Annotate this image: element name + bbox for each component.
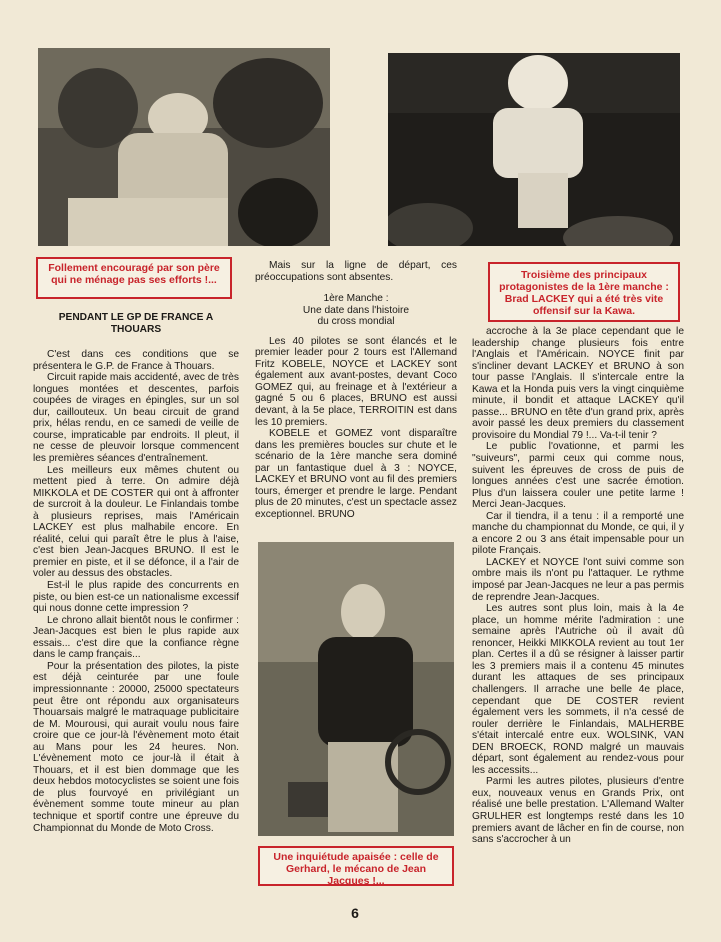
- photo-lackey-kawa: [388, 53, 680, 246]
- paragraph: Pour la présentation des pilotes, la piste est déjà ceinturée par une foule impressionnante : 20000, 25000 spectateurs peut être ont répondu aux organisateurs Thouarsais malgré le matraquage publicitaire de M. Mourousi, qui aurait voulu nous faire croire que ce jour-là l'évènement moto était au Mans pour les 24 heures. Non. L'évènement moto ce jour-là il était à Thouars, et il est bien dommage que les deux hebdos motocyclistes se soient une fois de plus fourvoyé en privilégiant un évènement somme toute mineur au plan technique et sportif contre une épreuve du Championnat du Monde de Moto Cross.: [33, 660, 239, 834]
- paragraph: Parmi les autres pilotes, plusieurs d'entre eux, nouveaux venus en Grands Prix, ont réalisé une belle prestation. L'Allemand Walter GRULHER est longtemps resté dans les 10 premiers avant de lâcher en fin de course, non sans s'accrocher à un: [472, 776, 684, 846]
- paragraph: Est-il le plus rapide des concurrents en piste, ou bien est-ce un nationalisme excessif qui nous donne cette impression ?: [33, 580, 239, 615]
- paragraph: Circuit rapide mais accidenté, avec de très longues montées et descentes, parfois coupées de virages en épingles, sur un sol dur, caillouteux. Un beau circuit de grand prix, hélas rendu, en ce samedi de veille de course, impraticable par endroits. Il pleut, il ne cesse de pleuvoir lorsque commencent les premières séances d'entraînement.: [33, 372, 239, 465]
- paragraph: accroche à la 3e place cependant que le leadership change plusieurs fois entre l'Anglais et l'Américain. NOYCE finit par s'incliner devant LACKEY et BRUNO à son tour passe l'Anglais. Il s'intercale entre la Kawa et la Honda puis vers la vingt cinquième minute, il bondit et attaque LACKEY qu'il passe... BRUNO en tête d'un grand prix, après avoir passé les deux premiers du classement provisoire du Mondial 79 !... Va-t-il tenir ?: [472, 326, 684, 441]
- photo-illustration: [38, 48, 330, 246]
- photo-mechanic-gerhard: [258, 542, 454, 836]
- paragraph: Les autres sont plus loin, mais à la 4e place, un homme mérite l'admiration : une semaine après l'Autriche où il avait dû renoncer, Heikki MIKKOLA revient au tout 1er plan. Certes il a dû se résigner à laisser partir les 3 premiers mais il a contenu 45 minutes durant les attaques de ses principaux challengers. Il arrache une belle 4e place, cependant que DE COSTER revient également vers les sommets, il n'a cessé de rouler derrière le Finlandais, MALHERBE s'était intercalé entre eux. WOLSINK, VAN DEN BROECK, ROND malgré un mauvais départ, sont également au rendez-vous pour les accessits...: [472, 603, 684, 776]
- caption-top-left: Follement encouragé par son père qui ne ménage pas ses efforts !...: [36, 257, 232, 299]
- paragraph: KOBELE et GOMEZ vont disparaître dans les premières boucles sur chute et le scénario de la 1ère manche sera dominé par un fantastique duel à 3 : NOYCE, LACKEY et BRUNO vont au fil des premiers tours, émerger et prendre le large. Pendant plus de 20 minutes, c'est un spectacle assez exceptionnel. BRUNO: [255, 428, 457, 520]
- subheading-cross: du cross mondial: [317, 316, 395, 328]
- paragraph: LACKEY et NOYCE l'ont suivi comme son ombre mais ils n'ont pu l'attaquer. Le rythme imposé par Jean-Jacques ne leur a pas permis de reprendre Jean-Jacques.: [472, 556, 684, 603]
- photo-illustration: [388, 53, 680, 246]
- paragraph: Le chrono allait bientôt nous le confirmer : Jean-Jacques est bien le plus rapide aux essais... c'est dire que la confiance règne dans le camp français...: [33, 614, 239, 661]
- paragraph: Car il tiendra, il a tenu : il a remporté une manche du championnat du Monde, ce qui, il y a encore 2 ou 3 ans était impensable pour un pilote Français.: [472, 510, 684, 557]
- page-number: 6: [351, 905, 359, 921]
- paragraph: Mais sur la ligne de départ, ces préoccupations sont absentes.: [255, 260, 457, 283]
- paragraph: Le public l'ovationne, et parmi les "suiveurs", parmi ceux qui comme nous, suivent les épreuves de cross de puis de longues années c'est une sacrée émotion. Plus d'un laissera couler une petite larme ! Merci Jean-Jacques.: [472, 441, 684, 511]
- article-heading: PENDANT LE GP DE FRANCE A THOUARS: [58, 312, 214, 335]
- subheading-manche: 1ère Manche :: [323, 293, 389, 305]
- paragraph: Les 40 pilotes se sont élancés et le premier leader pour 2 tours est l'Allemand Fritz KOBELE, NOYCE et LACKEY sont également aux avant-postes, devant Coco GOMEZ qui, au freinage et à l'extérieur a gagné 5 ou 6 places, BRUNO est aussi devant, à la 5e place, TERROITIN est dans les 10 premiers.: [255, 335, 457, 428]
- column-middle: [255, 260, 457, 532]
- caption-top-right: Troisième des principaux protagonistes de la 1ère manche : Brad LACKEY qui a été très vite offensif sur la Kawa.: [488, 262, 680, 322]
- paragraph: Les meilleurs eux mêmes chutent ou mettent pied à terre. On admire déjà MIKKOLA et DE COSTER qui ont à affronter de surcroit à la douleur. Le Finlandais tombe à plusieurs reprises, mais l'Américain LACKEY est plus malhabile encore. En réalité, celui qui paraît être le plus à l'aise, c'est bien Jean-Jacques BRUNO. Il est le premier en piste, et il se défonce, il a l'air de voler au dessus des obstacles.: [33, 464, 239, 580]
- photo-father-encouraging: [38, 48, 330, 246]
- column-left: [33, 312, 239, 892]
- subheading-date: Une date dans l'histoire: [302, 304, 410, 316]
- caption-bottom: Une inquiétude apaisée : celle de Gerhard, le mécano de Jean Jacques !...: [258, 846, 454, 886]
- photo-illustration: [258, 542, 454, 836]
- column-right: [472, 326, 684, 892]
- paragraph: C'est dans ces conditions que se présentera le G.P. de France à Thouars.: [33, 349, 239, 372]
